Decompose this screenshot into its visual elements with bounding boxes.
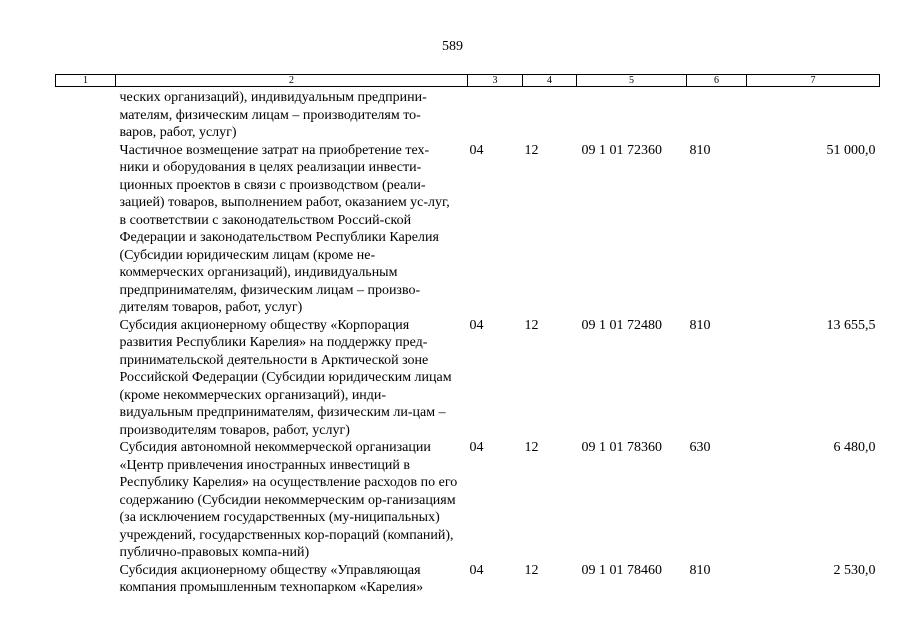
expense-kind-code: 810: [689, 317, 711, 333]
column-header: 3: [468, 75, 523, 87]
column-header: 7: [747, 75, 880, 87]
budget-table: [55, 74, 880, 597]
target-article-code: 09 1 01 72480: [581, 317, 662, 333]
table-row: [56, 142, 880, 317]
expense-name: Частичное возмещение затрат на приобретение тех-ники и оборудования в целях реализации инвести-ционных проектов в связи с производством (реали-зацией) товаров, выполнением работ, оказанием ус-луг, в соответствии с законодательством Россий-ской Федерации и законодательством Республики Карелия (Субсидии юридическим лицам (кроме не-коммерческих организаций), индивидуальным предпринимателям, физическим лицам – произво-дителям товаров, работ, услуг): [119, 142, 450, 315]
expense-kind-code: 810: [689, 142, 711, 158]
page-number: 589: [442, 39, 463, 54]
amount: 13 655,5: [826, 317, 876, 333]
amount: 6 480,0: [833, 440, 876, 455]
column-header: 1: [56, 75, 116, 87]
amount: 2 530,0: [833, 562, 876, 578]
column-header: 2: [116, 75, 468, 87]
table-row: [56, 317, 880, 440]
section-code: [468, 87, 523, 142]
expense-name: Субсидия автономной некоммерческой организации «Центр привлечения иностранных инвестиций в Республику Карелия» на осуществление расходов по его содержанию (Субсидии некоммерческим ор-ганизациям (за исключением государственных (му-ниципальных) учреждений, государственных кор-пораций (компаний), публично-правовых компа-ний): [119, 440, 458, 560]
row-spacer-cell: [56, 142, 116, 317]
target-article-code: 09 1 01 72360: [581, 142, 662, 158]
subsection-code: 12: [524, 142, 539, 158]
table-row: [56, 87, 880, 142]
section-code: 04: [469, 562, 484, 578]
expense-name: ческих организаций), индивидуальным предприни-мателям, физическим лицам – производителям то-варов, работ, услуг): [119, 90, 427, 140]
column-header: 6: [687, 75, 747, 87]
expense-kind-code: 630: [689, 440, 711, 455]
column-number-header: [56, 75, 880, 87]
row-spacer-cell: [56, 439, 116, 562]
table-row: [56, 439, 880, 562]
subsection-code: 12: [524, 562, 539, 578]
row-spacer-cell: [56, 317, 116, 440]
row-spacer-cell: [56, 562, 116, 597]
row-spacer-cell: [56, 87, 116, 142]
subsection-code: 12: [524, 317, 539, 333]
section-code: 04: [469, 440, 484, 455]
table-row: [56, 562, 880, 597]
target-article-code: 09 1 01 78460: [581, 562, 662, 578]
amount: 51 000,0: [826, 142, 876, 158]
expense-kind-code: 810: [689, 562, 711, 578]
amount: [747, 87, 880, 142]
column-header: 5: [577, 75, 687, 87]
section-code: 04: [469, 142, 484, 158]
expense-name: Субсидия акционерному обществу «Управляющая компания промышленным технопарком «Карелия»: [119, 562, 424, 595]
section-code: 04: [469, 317, 484, 333]
target-article-code: 09 1 01 78360: [581, 440, 662, 455]
target-article-code: [577, 87, 687, 142]
expense-kind-code: [687, 87, 747, 142]
column-header: 4: [523, 75, 577, 87]
expense-name: Субсидия акционерному обществу «Корпорация развития Республики Карелия» на поддержку пред-принимательской деятельности в Арктической зоне Российской Федерации (Субсидии юридическим лицам (кроме некоммерческих организаций), инди-видуальным предпринимателям, физическим ли-цам – производителям товаров, работ, услуг): [119, 317, 452, 438]
subsection-code: 12: [524, 440, 539, 455]
subsection-code: [523, 87, 577, 142]
